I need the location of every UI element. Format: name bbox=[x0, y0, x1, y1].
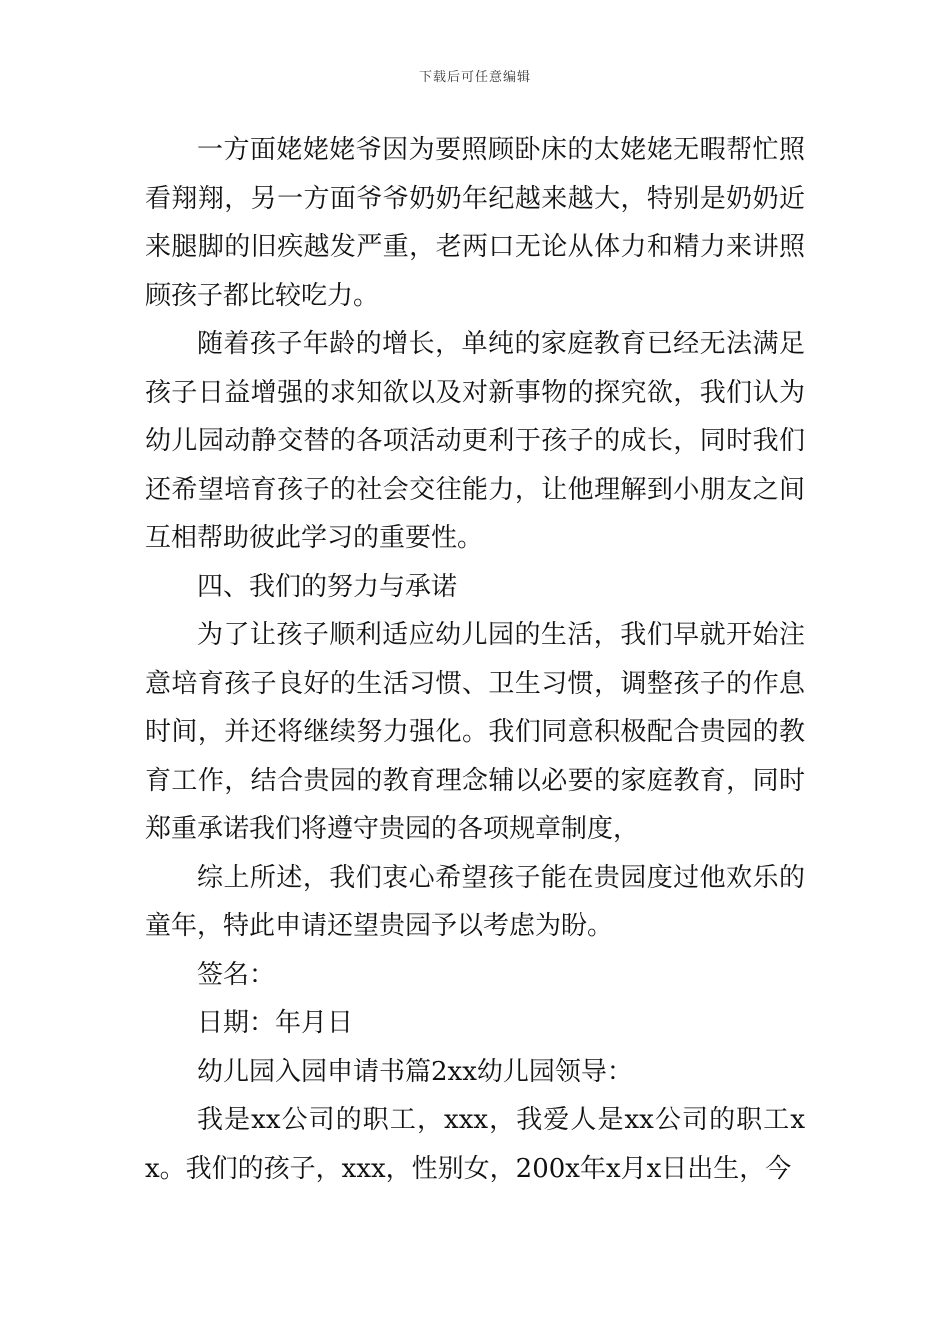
section-heading-commitment: 四、我们的努力与承诺 bbox=[197, 571, 458, 602]
section-title-application-2: 幼儿园入园申请书篇2xx幼儿园领导： bbox=[197, 1056, 633, 1087]
date-line: 日期：年月日 bbox=[197, 1008, 354, 1038]
signature-line: 签名： bbox=[197, 959, 276, 990]
document-body bbox=[145, 126, 805, 1193]
paragraph-introduction: 我是xx公司的职工，xxx，我爱人是xx公司的职工xx。我们的孩子，xxx，性别女，200x年x月x日出生，今 bbox=[145, 1105, 805, 1184]
paragraph-conclusion: 综上所述，我们衷心希望孩子能在贵园度过他欢乐的童年，特此申请还望贵园予以考虑为盼。 bbox=[145, 862, 805, 941]
paragraph-caregivers: 一方面姥姥姥爷因为要照顾卧床的太姥姥无暇帮忙照看翔翔，另一方面爷爷奶奶年纪越来越大，特别是奶奶近来腿脚的旧疾越发严重，老两口无论从体力和精力来讲照顾孩子都比较吃力。 bbox=[145, 135, 805, 311]
page-header: 下载后可任意编辑 bbox=[418, 70, 531, 85]
paragraph-commitment: 为了让孩子顺利适应幼儿园的生活，我们早就开始注意培育孩子良好的生活习惯、卫生习惯，调整孩子的作息时间，并还将继续努力强化。我们同意积极配合贵园的教育工作，结合贵园的教育理念辅以必要的家庭教育，同时郑重承诺我们将遵守贵园的各项规章制度， bbox=[145, 620, 805, 844]
paragraph-education-needs: 随着孩子年龄的增长，单纯的家庭教育已经无法满足孩子日益增强的求知欲以及对新事物的探究欲，我们认为幼儿园动静交替的各项活动更利于孩子的成长，同时我们还希望培育孩子的社会交往能力，让他理解到小朋友之间互相帮助彼此学习的重要性。 bbox=[145, 329, 805, 553]
